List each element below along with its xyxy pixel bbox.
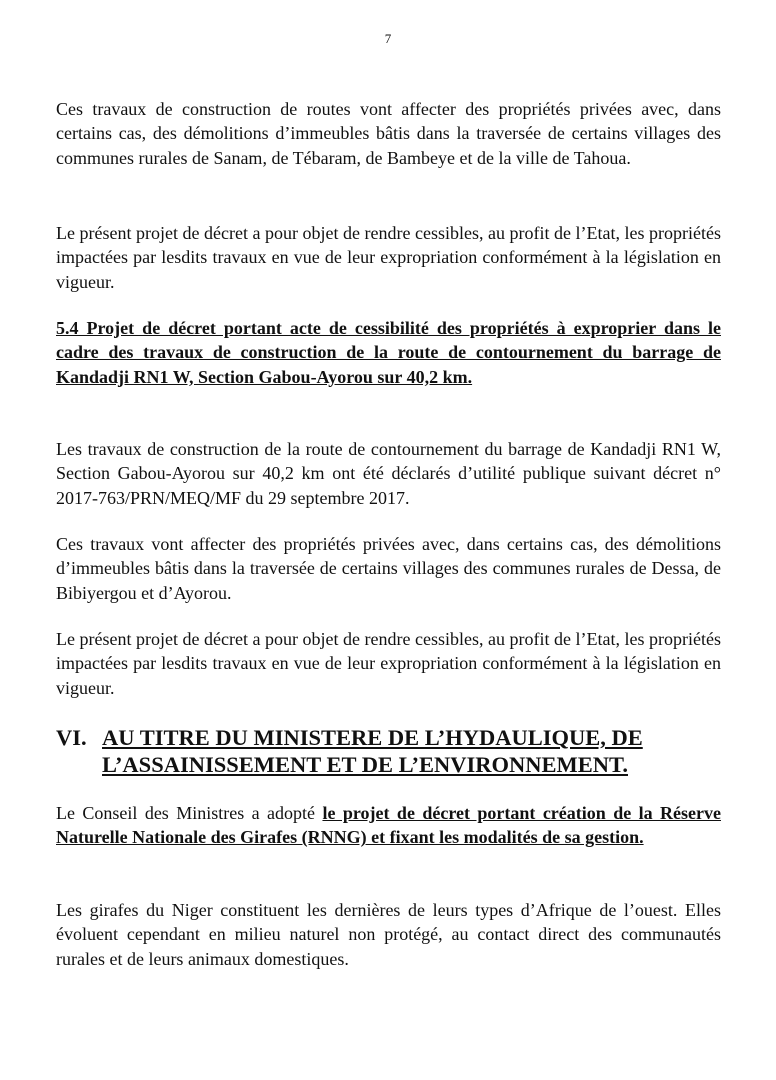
section-title-vi: AU TITRE DU MINISTERE DE L’HYDAULIQUE, DE L’ASSAINISSEMENT ET DE L’ENVIRONNEMENT. [102,725,643,777]
section-heading-5-4: 5.4 Projet de décret portant acte de cessibilité des propriétés à exproprier dans le cadre des travaux de construction de la route de contournement du barrage de Kandadji RN1 W, Section Gabou-Ayorou sur 40,2 km. [56,318,721,387]
paragraph-council-adoption [56,801,721,850]
council-adoption-decree: le projet de décret portant création de la Réserve Naturelle Nationale des Girafes (RNNG) et fixant les modalités de sa gestion. [56,803,721,848]
paragraph-works-impact-villages: Ces travaux vont affecter des propriétés privées avec, dans certains cas, des démolitions d’immeubles bâtis dans la traversée de certains villages des communes rurales de Dessa, de Bibiyergou et d’Ayorou. [56,534,721,603]
council-adoption-intro: Le Conseil des Ministres a adopté [56,803,323,823]
section-number-vi: VI. [56,725,87,750]
paragraph-giraffes-niger: Les girafes du Niger constituent les dernières de leurs types d’Afrique de l’ouest. Elles évoluent cependant en milieu naturel non protégé, au contact direct des communautés rurales et de leurs animaux domestiques. [56,900,721,969]
page-number: 7 [384,31,392,46]
paragraph-road-works-impact: Ces travaux de construction de routes vont affecter des propriétés privées avec, dans certains cas, des démolitions d’immeubles bâtis dans la traversée de certains villages des communes rurales de Sanam, de Tébaram, de Bambeye et de la ville de Tahoua. [56,99,721,168]
paragraph-decree-purpose-2: Le présent projet de décret a pour objet de rendre cessibles, au profit de l’Etat, les propriétés impactées par lesdits travaux en vue de leur expropriation conformément à la législation en vigueur. [56,629,721,698]
paragraph-decree-purpose: Le présent projet de décret a pour objet de rendre cessibles, au profit de l’Etat, les propriétés impactées par lesdits travaux en vue de leur expropriation conformément à la législation en vigueur. [56,223,721,292]
paragraph-kandadji-works: Les travaux de construction de la route de contournement du barrage de Kandadji RN1 W, Section Gabou-Ayorou sur 40,2 km ont été déclarés d’utilité publique suivant décret n° 2017-763/PRN/MEQ/MF du 29 septembre 2017. [56,439,721,508]
